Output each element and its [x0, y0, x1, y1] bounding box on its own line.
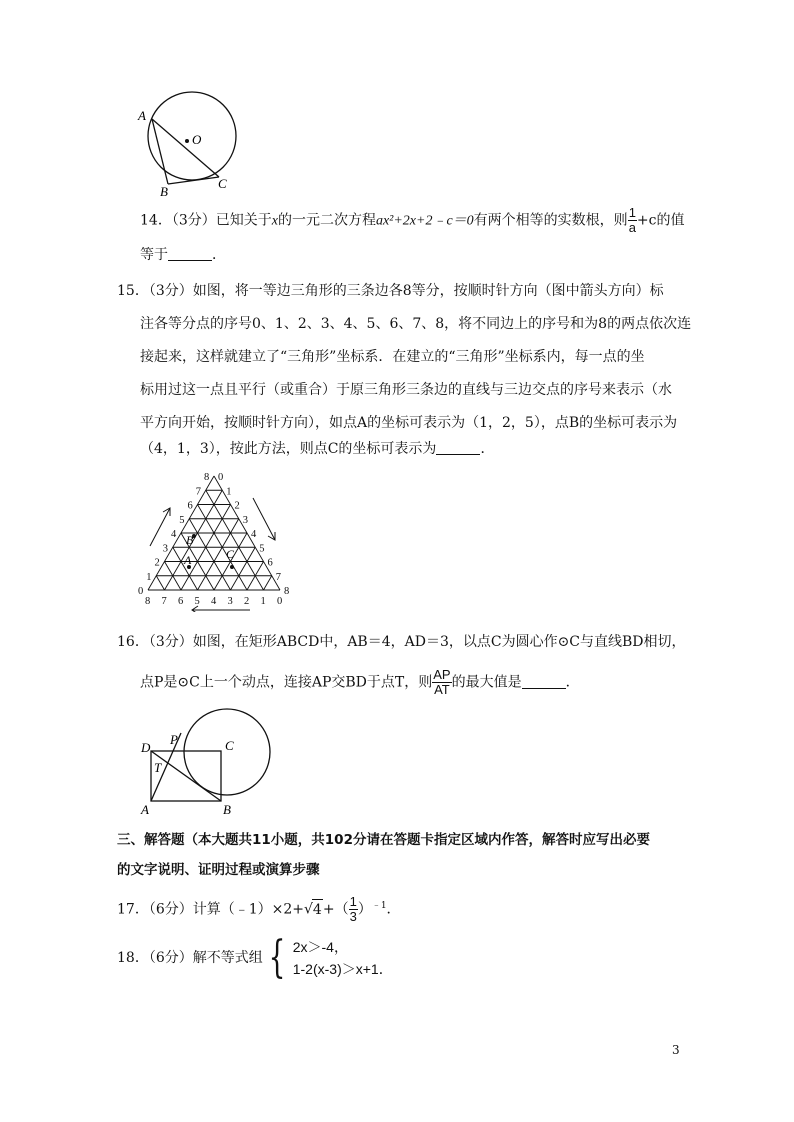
- figure-rectangle-circle: [138, 700, 278, 818]
- q17-text-mid: +（: [322, 901, 349, 918]
- q18-inequality-system: [263, 932, 393, 983]
- q14-text-3: +c的值: [636, 212, 685, 229]
- q16-fraction: [432, 668, 451, 697]
- q16-line-2: [140, 668, 580, 697]
- question-14-line-1: [140, 206, 685, 235]
- q18-inequality-1: 2x＞-4，: [292, 939, 348, 955]
- tick-label-bottom: 8: [145, 596, 151, 607]
- tick-label-right: 2: [234, 500, 240, 512]
- tick-label-bottom: 3: [227, 596, 233, 607]
- tick-label-left: 0: [138, 586, 144, 597]
- section-3-heading-line-1: 三、解答题（本大题共11小题，共102分请在答题卡指定区域内作答，解答时应写出必要: [117, 832, 650, 848]
- tick-label-right: 1: [226, 486, 232, 498]
- segment-ab: [152, 119, 168, 184]
- q15-line-6: [140, 439, 494, 459]
- q14-answer-blank: [168, 246, 212, 261]
- label-c: C: [225, 738, 234, 753]
- tick-label-bottom: 2: [244, 596, 250, 607]
- label-o: O: [192, 132, 202, 147]
- q15-line-5: 平方向开始，按顺时针方向），如点A的坐标可表示为（1，2，5），点B的坐标可表示为: [140, 415, 678, 431]
- grid-line-parallel-left: [162, 490, 223, 590]
- q14-text-2: 有两个相等的实数根，则: [473, 212, 628, 229]
- tick-label-bottom: 0: [277, 596, 283, 607]
- grid-line-parallel-right: [156, 576, 164, 590]
- tick-label-right: 3: [242, 514, 248, 526]
- tick-label-right: 4: [251, 529, 257, 540]
- tick-label-left: 2: [154, 557, 160, 569]
- tick-label-bottom: 1: [260, 596, 266, 607]
- q14-prefix: 14．（3分）已知关于: [140, 212, 272, 229]
- tick-label-left: 1: [146, 571, 152, 583]
- label-d: D: [141, 740, 151, 755]
- q14-fraction-numerator: 1: [628, 205, 636, 220]
- tick-label-left: 3: [162, 543, 168, 555]
- triangle-labels: [138, 472, 289, 607]
- point-c: [230, 565, 234, 569]
- q17-exponent: ﹣1: [371, 900, 387, 911]
- q14-equation: ax²+2x+2﹣c＝0: [375, 213, 474, 229]
- figure-triangle-coordinate-system: [130, 462, 310, 612]
- q14-end: ．: [212, 247, 226, 263]
- q15-line-2: 注各等分点的序号0、1、2、3、4、5、6、7、8，将不同边上的序号和为8的两点依次连: [140, 316, 692, 332]
- label-a: A: [141, 802, 149, 817]
- q15-line-1: 15．（3分）如图，将一等边三角形的三条边各8等分，按顺时针方向（图中箭头方向）标: [117, 283, 664, 299]
- tick-label-left: 8: [204, 472, 210, 483]
- center-point-o: [185, 139, 189, 143]
- tick-label-right: 6: [267, 557, 273, 569]
- grid-line-parallel-left: [264, 576, 272, 590]
- q18-text-pre: 18．（6分）解不等式组: [117, 950, 263, 966]
- q15-line-3: 接起来，这样就建立了“三角形”坐标系．在建立的“三角形”坐标系内，每一点的坐: [140, 349, 645, 365]
- q16-end: ．: [565, 674, 580, 691]
- q17-sqrt-argument: 4: [312, 899, 323, 920]
- q14-text-1: 的一元二次方程: [277, 212, 376, 229]
- q15-line-4: 标用过这一点且平行（或重合）于原三角形三条边的直线与三边交点的序号来表示（水: [140, 382, 672, 398]
- question-17: [117, 895, 401, 924]
- q16-fraction-numerator: AP: [433, 667, 451, 682]
- question-14-line-2: [140, 245, 226, 265]
- section-3-heading-line-2: 的文字说明、证明过程或演算步骤: [117, 862, 320, 878]
- q16-fraction-denominator: AT: [434, 682, 450, 697]
- segment-bc: [168, 177, 219, 184]
- q16-answer-blank: [522, 674, 566, 689]
- q15-answer-blank: [436, 440, 480, 455]
- tick-label-left: 4: [171, 529, 177, 540]
- q15-end: ．: [480, 441, 495, 457]
- question-18: [117, 932, 393, 983]
- q18-inequality-2: 1-2(x-3)＞x+1．: [292, 961, 393, 977]
- label-a: A: [138, 108, 146, 123]
- left-brace-icon: {: [268, 932, 286, 983]
- q17-text-pre: 17．（6分）计算（﹣1）×2+: [117, 901, 304, 918]
- arrow-left-side: [150, 508, 170, 546]
- q15-last-text: （4，1，3），按此方法，则点C的坐标可表示为: [140, 441, 437, 457]
- sqrt-icon: √: [304, 901, 313, 918]
- q16-line-1: 16．（3分）如图，在矩形ABCD中，AB＝4，AD＝3，以点C为圆心作⊙C与直线BD相切，: [117, 634, 686, 650]
- tick-label-bottom: 6: [178, 596, 184, 607]
- q17-text-post: ）: [357, 901, 372, 918]
- figure-circle-triangle: [132, 90, 247, 198]
- tick-label-bottom: 7: [161, 596, 167, 607]
- label-point-c: C: [226, 547, 235, 561]
- arrow-right-side: [253, 498, 275, 540]
- q17-fraction: [349, 895, 358, 924]
- q14-variable-x: x: [271, 213, 278, 229]
- tick-label-left: 5: [179, 514, 185, 526]
- label-b: B: [223, 802, 231, 817]
- q17-fraction-numerator: 1: [349, 894, 357, 909]
- q14-fraction: [628, 206, 637, 235]
- q14-equals-text: 等于: [140, 247, 168, 263]
- grid-line-parallel-right: [189, 519, 230, 590]
- q14-fraction-denominator: a: [628, 220, 636, 235]
- tick-label-right: 5: [259, 543, 265, 555]
- q17-fraction-denominator: 3: [349, 909, 357, 924]
- label-p: P: [170, 732, 178, 747]
- label-point-b: B: [186, 533, 194, 547]
- tick-label-left: 6: [187, 500, 193, 512]
- label-b: B: [160, 184, 168, 198]
- label-c: C: [218, 176, 227, 191]
- q16-text-pre: 点P是⊙C上一个动点，连接AP交BD于点T，则: [140, 674, 433, 691]
- tick-label-right: 8: [284, 586, 290, 597]
- tick-label-bottom: 4: [211, 596, 217, 607]
- q16-text-post: 的最大值是: [451, 674, 522, 691]
- page-number: 3: [672, 1043, 680, 1057]
- tick-label-left: 7: [195, 486, 201, 498]
- tick-label-right: 0: [218, 472, 224, 483]
- label-t: T: [154, 760, 162, 775]
- label-point-a: A: [184, 553, 192, 567]
- tick-label-right: 7: [275, 571, 281, 583]
- q17-end: ．: [386, 901, 401, 918]
- triangle-grid: [148, 476, 280, 590]
- tick-label-bottom: 5: [194, 596, 200, 607]
